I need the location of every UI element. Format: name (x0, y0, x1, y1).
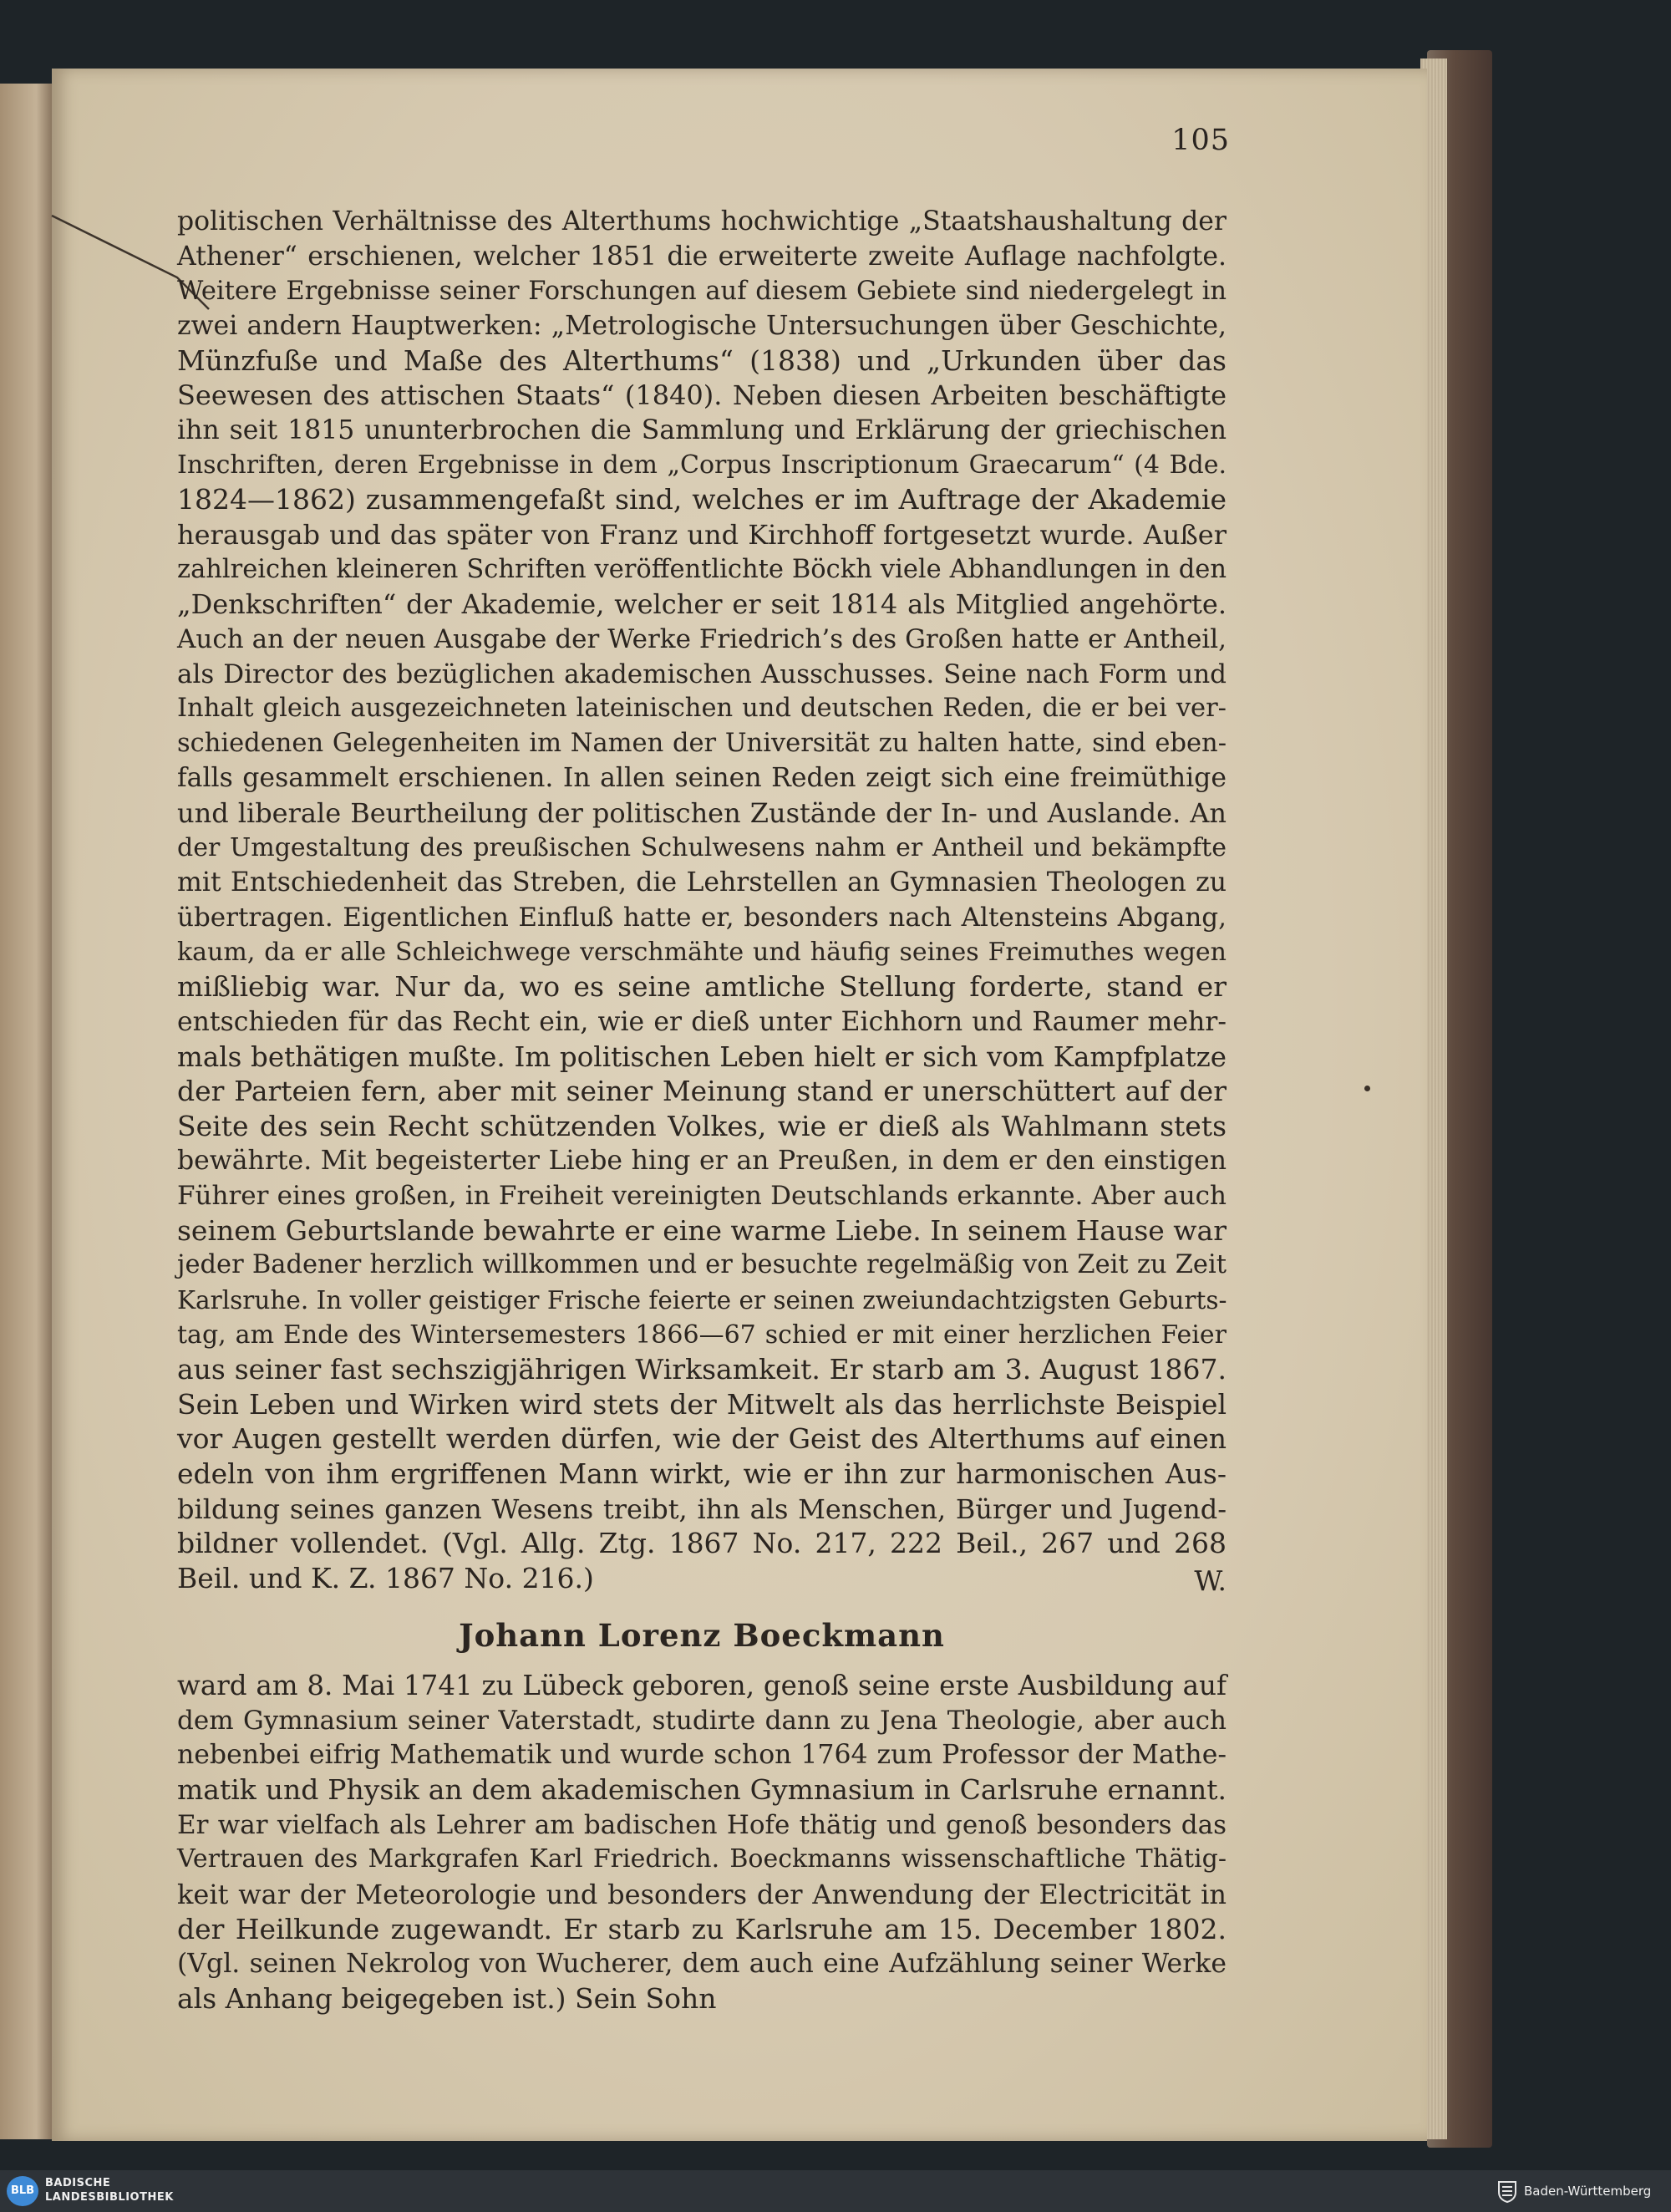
text-line: Seewesen des attischen Staats“ (1840). Neben diesen Arbeiten beschäftigte (177, 379, 1227, 411)
text-line: Karlsruhe. In voller geistiger Frische feierte er seinen zweiundachtzigsten Geburts- (177, 1286, 1227, 1314)
text-line: matik und Physik an dem akademischen Gymnasium in Carlsruhe ernannt. (177, 1773, 1227, 1806)
text-line: entschieden für das Recht ein, wie er dieß unter Eichhorn und Raumer mehr- (177, 1007, 1227, 1037)
text-line: mals bethätigen mußte. Im politischen Leben hielt er sich vom Kampfplatze (177, 1041, 1227, 1073)
text-line: Vertrauen des Markgrafen Karl Friedrich. Boeckmanns wissenschaftliche Thätig- (177, 1844, 1227, 1874)
text-line: als Director des bezüglichen akademischen Ausschusses. Seine nach Form und (177, 659, 1227, 689)
library-name-line1: BADISCHE (45, 2177, 111, 2189)
text-line: 1824—1862) zusammengefaßt sind, welches er im Auftrage der Akademie (177, 483, 1227, 516)
author-signature: W. (1194, 1564, 1227, 1597)
text-line: keit war der Meteorologie und besonders der Anwendung der Electricität in (177, 1879, 1227, 1910)
text-line: kaum, da er alle Schleichwege verschmähte und häufig seines Freimuthes wegen (177, 938, 1227, 967)
page-number: 105 (1171, 124, 1230, 157)
text-line: falls gesammelt erschienen. In allen seinen Reden zeigt sich eine freimüthige (177, 763, 1227, 793)
text-line: vor Augen gestellt werden dürfen, wie der Geist des Alterthums auf einen (177, 1422, 1227, 1455)
text-line: ihn seit 1815 ununterbrochen die Sammlung und Erklärung der griechischen (177, 415, 1227, 445)
text-line: bildner vollendet. (Vgl. Allg. Ztg. 1867 No. 217, 222 Beil., 267 und 268 (177, 1527, 1227, 1559)
text-line: herausgab und das später von Franz und Kirchhoff fortgesetzt wurde. Außer (177, 519, 1227, 551)
text-line: und liberale Beurtheilung der politischen Zustände der In- und Auslande. An (177, 797, 1227, 829)
text-line: ward am 8. Mai 1741 zu Lübeck geboren, genoß seine erste Ausbildung auf (177, 1670, 1227, 1701)
text-line: zwei andern Hauptwerken: „Metrologische Untersuchungen über Geschichte, (177, 311, 1227, 341)
text-line: der Parteien fern, aber mit seiner Meinung stand er unerschüttert auf der (177, 1075, 1227, 1107)
viewer-footer (0, 2170, 1671, 2212)
section-heading: Johann Lorenz Boeckmann (459, 1617, 945, 1654)
text-line: Führer eines großen, in Freiheit vereinigten Deutschlands erkannte. Aber auch (177, 1181, 1227, 1211)
text-line: Inschriften, deren Ergebnisse in dem „Corpus Inscriptionum Graecarum“ (4 Bde. (177, 450, 1227, 480)
text-line: übertragen. Eigentlichen Einfluß hatte er, besonders nach Altensteins Abgang, (177, 903, 1227, 933)
text-line: schiedenen Gelegenheiten im Namen der Universität zu halten hatte, sind eben- (177, 729, 1227, 758)
text-line: Athener“ erschienen, welcher 1851 die erweiterte zweite Auflage nachfolgte. (177, 242, 1227, 272)
library-name-line2: LANDESBIBLIOTHEK (45, 2191, 174, 2204)
state-label: Baden-Württemberg (1524, 2184, 1652, 2199)
text-line: „Denkschriften“ der Akademie, welcher er seit 1814 als Mitglied angehörte. (177, 588, 1227, 620)
text-line: nebenbei eifrig Mathematik und wurde schon 1764 zum Professor der Mathe- (177, 1740, 1227, 1770)
text-line: jeder Badener herzlich willkommen und er besuchte regelmäßig von Zeit zu Zeit (177, 1250, 1227, 1279)
text-line: bewährte. Mit begeisterter Liebe hing er an Preußen, in dem er den einstigen (177, 1146, 1227, 1176)
text-line: Er war vielfach als Lehrer am badischen Hofe thätig und genoß besonders das (177, 1810, 1227, 1840)
text-line: politischen Verhältnisse des Alterthums hochwichtige „Staatshaushaltung der (177, 206, 1227, 236)
ink-speck (1364, 1086, 1370, 1091)
text-line: seinem Geburtslande bewahrte er eine warme Liebe. In seinem Hause war (177, 1214, 1227, 1247)
text-line: bildung seines ganzen Wesens treibt, ihn als Menschen, Bürger und Jugend- (177, 1493, 1227, 1525)
text-line: aus seiner fast sechszigjährigen Wirksamkeit. Er starb am 3. August 1867. (177, 1353, 1227, 1386)
coat-of-arms-icon (1496, 2179, 1519, 2204)
text-line: edeln von ihm ergriffenen Mann wirkt, wie er ihn zur harmonischen Aus- (177, 1457, 1227, 1490)
text-line: der Umgestaltung des preußischen Schulwesens nahm er Antheil und bekämpfte (177, 833, 1227, 862)
text-line: Inhalt gleich ausgezeichneten lateinischen und deutschen Reden, die er bei ver- (177, 694, 1227, 723)
text-line: Auch an der neuen Ausgabe der Werke Friedrich’s des Großen hatte er Antheil, (177, 624, 1227, 654)
text-line: tag, am Ende des Wintersemesters 1866—67 schied er mit einer herzlichen Feier (177, 1320, 1227, 1350)
text-line: der Heilkunde zugewandt. Er starb zu Karlsruhe am 15. December 1802. (177, 1913, 1227, 1945)
text-line: mißliebig war. Nur da, wo es seine amtliche Stellung forderte, stand er (177, 970, 1227, 1003)
text-line: Weitere Ergebnisse seiner Forschungen auf diesem Gebiete sind niedergelegt in (177, 277, 1227, 306)
state-logo[interactable] (1496, 2179, 1664, 2204)
library-name (45, 2176, 229, 2204)
blb-logo-icon[interactable]: BLB (7, 2176, 38, 2206)
text-line: (Vgl. seinen Nekrolog von Wucherer, dem auch eine Aufzählung seiner Werke (177, 1949, 1227, 1979)
left-page-edge (0, 84, 52, 2139)
text-line: Münzfuße und Maße des Alterthums“ (1838) und „Urkunden über das (177, 344, 1227, 377)
text-line: Beil. und K. Z. 1867 No. 216.) (177, 1562, 594, 1594)
text-line: als Anhang beigegeben ist.) Sein Sohn (177, 1982, 717, 2015)
text-line: Seite des sein Recht schützenden Volkes, wie er dieß als Wahlmann stets (177, 1110, 1227, 1142)
text-line: Sein Leben und Wirken wird stets der Mitwelt als das herrlichste Beispiel (177, 1388, 1227, 1421)
text-line: zahlreichen kleineren Schriften veröffentlichte Böckh viele Abhandlungen in den (177, 555, 1227, 584)
text-line: mit Entschiedenheit das Streben, die Lehrstellen an Gymnasien Theologen zu (177, 867, 1227, 898)
text-line: dem Gymnasium seiner Vaterstadt, studirte dann zu Jena Theologie, aber auch (177, 1706, 1227, 1736)
